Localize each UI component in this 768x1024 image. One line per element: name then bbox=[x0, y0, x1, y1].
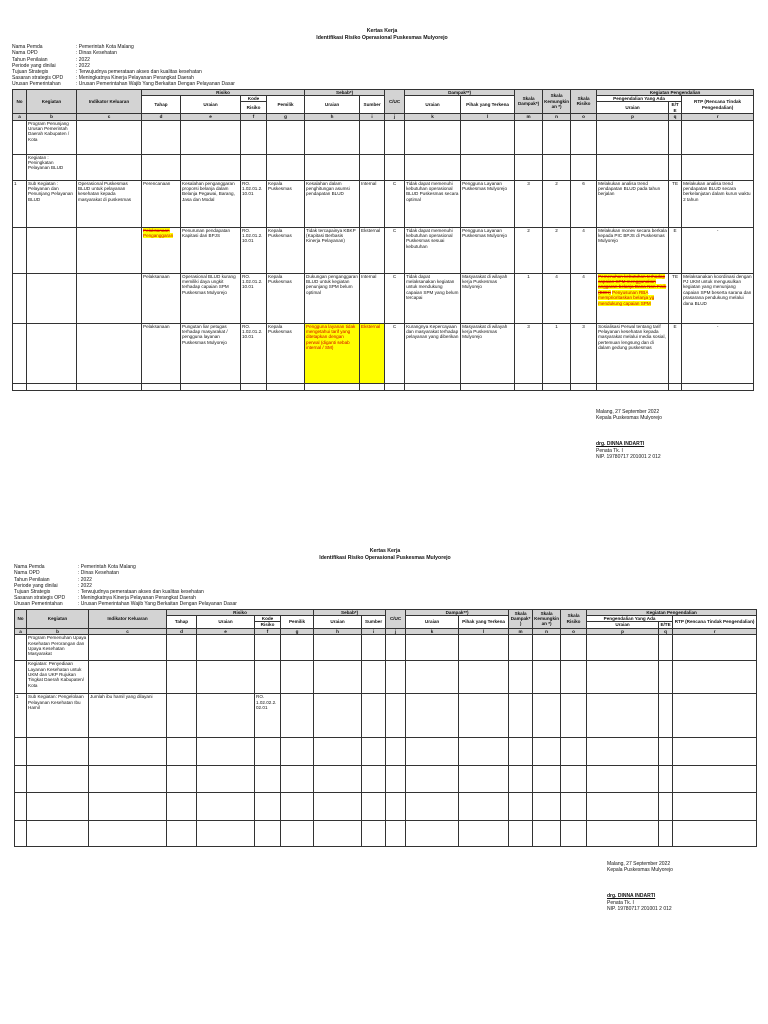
kode-risiko-cell: RO. 1.02.02.2. 02.01 bbox=[255, 694, 281, 738]
header-uraian-risiko: Uraian bbox=[197, 616, 255, 629]
meta-row: Periode yang dinilai : 2022 bbox=[12, 62, 90, 69]
meta-row: Tahun Penilaian : 2022 bbox=[14, 576, 92, 583]
header-no: No bbox=[13, 89, 27, 114]
header-cuc: C/UC bbox=[385, 89, 405, 114]
kegiatan-cell: Kegiatan : Peningkatan Pelayanan BLUD bbox=[27, 154, 77, 180]
table-row: Pelaksanaan Operasional BLUD kurang memiliki daya ungkit terhadap capaian SPM Puskesmas Mulyorejo RO. 1.02.01.2. 10.01 Kepala Puskesmas Dukungan penganggaran BLUD untuk kegiatan penunjang SPM belum optimal Internal C Tidak dapat melaksanakan kegiatan untuk mendukung capaian SPM yang belum tercapai Masyarakat di wilayah kerja Puskesmas Mulyorejo 1 4 4 Pemenuhan kebutuhan terhadap capaian SPM menggunakan anggaran belanja Dana Non Fisik (BOK) Penyusunan RBA memprioritaskan belanja yg mendukung capaian SPM TE Melaksanakan koordinasi dengan PJ UKM untuk mengusulkan kegiatan yang menunjang capaian SPM beserta sarana dan prasarana pendukung melalui dana BLUD bbox=[13, 273, 754, 323]
table-row: 1 Sub Kegiatan: Pengelolaan Pelayanan Kesehatan Ibu Hamil Jumlah ibu hamil yang dilayani RO. 1.02.02.2. 02.01 bbox=[15, 694, 757, 738]
header-sumber: Sumber bbox=[362, 616, 386, 629]
header-kegiatan-pengendalian: Kegiatan Pengendalian bbox=[597, 89, 754, 95]
header-kegiatan-pengendalian: Kegiatan Pengendalian bbox=[587, 609, 757, 615]
header-indikator: Indikator Keluaran bbox=[89, 609, 167, 628]
header-pihak: Pihak yang Terkena bbox=[461, 96, 515, 114]
header-skala-dampak: Skala Dampak*) bbox=[515, 89, 543, 114]
signature-block: Malang, 27 September 2022 Kepala Puskesmas Mulyorejo drg. DINNA INDARTI Penata Tk. I NIP. 19780717 201001 2 012 bbox=[596, 409, 662, 460]
header-no: No bbox=[15, 609, 27, 628]
signatory-name: drg. DINNA INDARTI bbox=[596, 441, 645, 448]
worksheet-1 bbox=[12, 28, 752, 391]
header-rtp: RTP (Rencana Tindak Pengendalian) bbox=[682, 96, 754, 114]
header-uraian-pengendalian: Uraian bbox=[587, 622, 659, 628]
header-pihak: Pihak yang Terkena bbox=[459, 616, 509, 629]
header-skala-dampak: Skala Dampak*) bbox=[509, 609, 533, 628]
kegiatan-cell: Sub Kegiatan: Pengelolaan Pelayanan Kesehatan Ibu Hamil bbox=[27, 694, 89, 738]
doc-subtitle: Identifikasi Risiko Operasional Puskesmas Mulyorejo bbox=[316, 34, 448, 41]
header-tahap: Tahap bbox=[167, 616, 197, 629]
header-skala-kemungkinan: Skala Kemungkinan *) bbox=[543, 89, 571, 114]
risk-table bbox=[12, 89, 754, 391]
table-row bbox=[13, 120, 754, 154]
kegiatan-cell: Kegiatan: Penyediaan Layanan Kesehatan untuk UKM dan UKP Rujukan Tingkat Daerah Kabupaten/ Kota bbox=[27, 661, 89, 694]
table-row bbox=[15, 661, 757, 694]
table-row: Pelaksanaan Pungutan liar petugas terhadap masyarakat / pengguna layanan Puskesmas Mulyorejo RO. 1.02.01.2. 10.01 Kepala Puskesmas Pengguna layanan tidak mengetahui tarif yang ditetapkan dengan perwal (diganti sebab internal / SM) Eksternal C Kurangnya Kepercayaan dan masyarakat terhadap pelayanan yang diberikan Masyarakat di wilayah kerja Puskesmas Mulyorejo 3 1 3 Sosialisasi Perwal tentang tarif Pelayanan kesehatan kepada masyarakat melalui media sosial, pertemuan lengsung dan di dalam gedung puskesmas E - bbox=[13, 323, 754, 383]
header-uraian-risiko: Uraian bbox=[181, 96, 241, 114]
table-row bbox=[13, 154, 754, 180]
header-dampak: Dampak**) bbox=[406, 609, 509, 615]
table-row: 1 Sub Kegiatan : Pelayanan dan Penunjang Pelayanan BLUD Operasional Puskesmas BLUD untuk pelayanan kesehatan kepada masyarakat di puskesmas Perencanaan Kesalahan penganggaran proporsi belanja dalam Belanja Pegawai, Barang, Jasa dan Modal RO. 1.02.01.2. 10.01 Kepala Puskesmas Kesalahan dalam penghitungan asumsi pendapatan BLUD Internal C Tidak dapat memenuhi kebutuhan operasional BLUD Puskesmas secara optimal Pengguna Layanan Puskesmas Mulyorejo 3 2 6 Melakukan analisa trend pendapatan BLUD pada tahun berjalan TE Melakukan analisa trend pendapatan BLUD secara berkelanjutan dalam kurun waktu 2 tahun bbox=[13, 180, 754, 227]
header-kode-sub: Risiko bbox=[241, 102, 267, 114]
meta-row: Tujuan Strategis : Terwujudnya pemerataan akses dan kualitas kesehatan bbox=[14, 589, 204, 595]
tahap-cell-highlighted: Pelaksanaan Penganggaran bbox=[142, 227, 181, 273]
meta-row: Nama Pemda : Pemerintah Kota Malang bbox=[12, 44, 134, 51]
header-sebab: Sebab*) bbox=[305, 89, 385, 95]
meta-row: Nama OPD : Dinas Kesehatan bbox=[14, 570, 119, 577]
header-skala-risiko: Skala Risiko bbox=[561, 609, 587, 628]
header-ete: E/TE bbox=[660, 622, 671, 628]
table-row bbox=[15, 738, 757, 766]
header-kode: Kode bbox=[241, 96, 267, 102]
meta-block bbox=[12, 44, 752, 87]
signatory-name: drg. DINNA INDARTI bbox=[607, 893, 656, 900]
header-uraian-dampak: Uraian bbox=[405, 96, 461, 114]
column-letter-row: a b c d e f g h i j k l m n o p q r bbox=[15, 628, 757, 634]
header-uraian-sebab: Uraian bbox=[305, 96, 360, 114]
indikator-cell: Jumlah ibu hamil yang dilayani bbox=[89, 694, 167, 738]
header-indikator: Indikator Keluaran bbox=[77, 89, 142, 114]
meta-row: Sasaran strategis OPD : Meningkatnya Kinerja Pelayanan Perangkat Daerah bbox=[14, 595, 196, 602]
header-kode-sub: Risiko bbox=[255, 622, 281, 628]
header-risiko: Risiko bbox=[167, 609, 314, 615]
header-rtp: RTP (Rencana Tindak Pengendalian) bbox=[673, 616, 757, 629]
header-pengendalian-ada: Pengendalian Yang Ada bbox=[597, 96, 682, 102]
kegiatan-cell: Program Pemenuhan Upaya Kesehatan Perorangan dan Upaya Kesehatan Masyarakat bbox=[27, 635, 89, 661]
header-kegiatan: Kegiatan bbox=[27, 89, 77, 114]
pengendalian-cell-highlighted: Pemenuhan kebutuhan terhadap capaian SPM menggunakan anggaran belanja Dana Non Fisik (BOK) Penyusunan RBA memprioritaskan belanja yg mendukung capaian SPM bbox=[597, 273, 669, 323]
meta-row: Nama OPD : Dinas Kesehatan bbox=[12, 50, 117, 57]
header-tahap: Tahap bbox=[142, 96, 181, 114]
column-letter-row: a b c d e f g h i j k l m n o p q r bbox=[13, 114, 754, 120]
meta-row: Sasaran strategis OPD : Meningkatnya Kinerja Pelayanan Perangkat Daerah bbox=[12, 75, 194, 82]
worksheet-2 bbox=[14, 548, 756, 847]
doc-title: Kertas Kerja bbox=[369, 548, 401, 554]
header-kode: Kode bbox=[255, 616, 281, 622]
header-pengendalian-ada: Pengendalian Yang Ada bbox=[587, 616, 673, 622]
header-sumber: Sumber bbox=[360, 96, 385, 114]
header-skala-risiko: Skala Risiko bbox=[571, 89, 597, 114]
meta-row: Urusan Pemerintahan : Urusan Pemerintahan Wajib Yang Berkaitan Dengan Pelayanan Dasar bbox=[14, 601, 237, 608]
meta-block bbox=[14, 564, 756, 607]
header-kegiatan: Kegiatan bbox=[27, 609, 89, 628]
header-uraian-dampak: Uraian bbox=[406, 616, 459, 629]
table-row bbox=[15, 793, 757, 821]
header-pemilik: Pemilik bbox=[281, 616, 314, 629]
header-ete: E/TE bbox=[669, 102, 682, 114]
table-row: Pelaksanaan Penganggaran Penurunan pendapatan Kapitasi dari BPJS RO. 1.02.01.2. 10.01 Kepala Puskesmas Tidak tercapainya KBKP (Kapitasi Berbasis Kinerja Pelayanan) Eksternal C Tidak dapat memenuhi kebutuhan operasional Puskesmas sesuai kebutuhan Pengguna Layanan Puskesmas Mulyorejo 2 2 4 Melakukan monev secara berkala kepada PIC BPJS di Puskesmas Mulyorejo E - bbox=[13, 227, 754, 273]
table-row bbox=[15, 635, 757, 661]
sebab-cell-highlighted: Pengguna layanan tidak mengetahui tarif yang ditetapkan dengan perwal (diganti sebab internal / SM) bbox=[305, 323, 360, 383]
header-skala-kemungkinan: Skala Kemungkinan *) bbox=[534, 610, 560, 627]
kegiatan-cell: Program Penunjang Urusan Pemerintah Daerah Kabupaten / Kota bbox=[27, 120, 77, 154]
table-row bbox=[15, 821, 757, 847]
header-cuc: C/UC bbox=[386, 609, 406, 628]
header-pemilik: Pemilik bbox=[267, 96, 305, 114]
meta-row: Periode yang dinilai : 2022 bbox=[14, 582, 92, 589]
signature-block: Malang, 27 September 2022 Kepala Puskesmas Mulyorejo drg. DINNA INDARTI Penata Tk. I NIP. 19780717 201001 2 012 bbox=[607, 861, 673, 912]
risk-table bbox=[14, 609, 757, 848]
sumber-cell-highlighted: Eksternal bbox=[360, 323, 385, 383]
doc-subtitle: Identifikasi Risiko Operasional Puskesmas Mulyorejo bbox=[319, 554, 451, 561]
header-uraian-sebab: Uraian bbox=[314, 616, 362, 629]
meta-row: Tahun Penilaian : 2022 bbox=[12, 56, 90, 63]
meta-row: Urusan Pemerintahan : Urusan Pemerintahan Wajib Yang Berkaitan Dengan Pelayanan Dasar bbox=[12, 81, 235, 88]
table-row bbox=[15, 766, 757, 793]
doc-title: Kertas Kerja bbox=[366, 28, 398, 34]
header-uraian-pengendalian: Uraian bbox=[597, 102, 669, 114]
meta-row: Tujuan Strategis : Terwujudnya pemerataan akses dan kualitas kesehatan bbox=[12, 69, 202, 75]
header-risiko: Risiko bbox=[142, 89, 305, 95]
header-sebab: Sebab*) bbox=[314, 609, 386, 615]
header-dampak: Dampak**) bbox=[405, 89, 515, 95]
meta-row: Nama Pemda : Pemerintah Kota Malang bbox=[14, 564, 136, 571]
table-row bbox=[13, 383, 754, 390]
